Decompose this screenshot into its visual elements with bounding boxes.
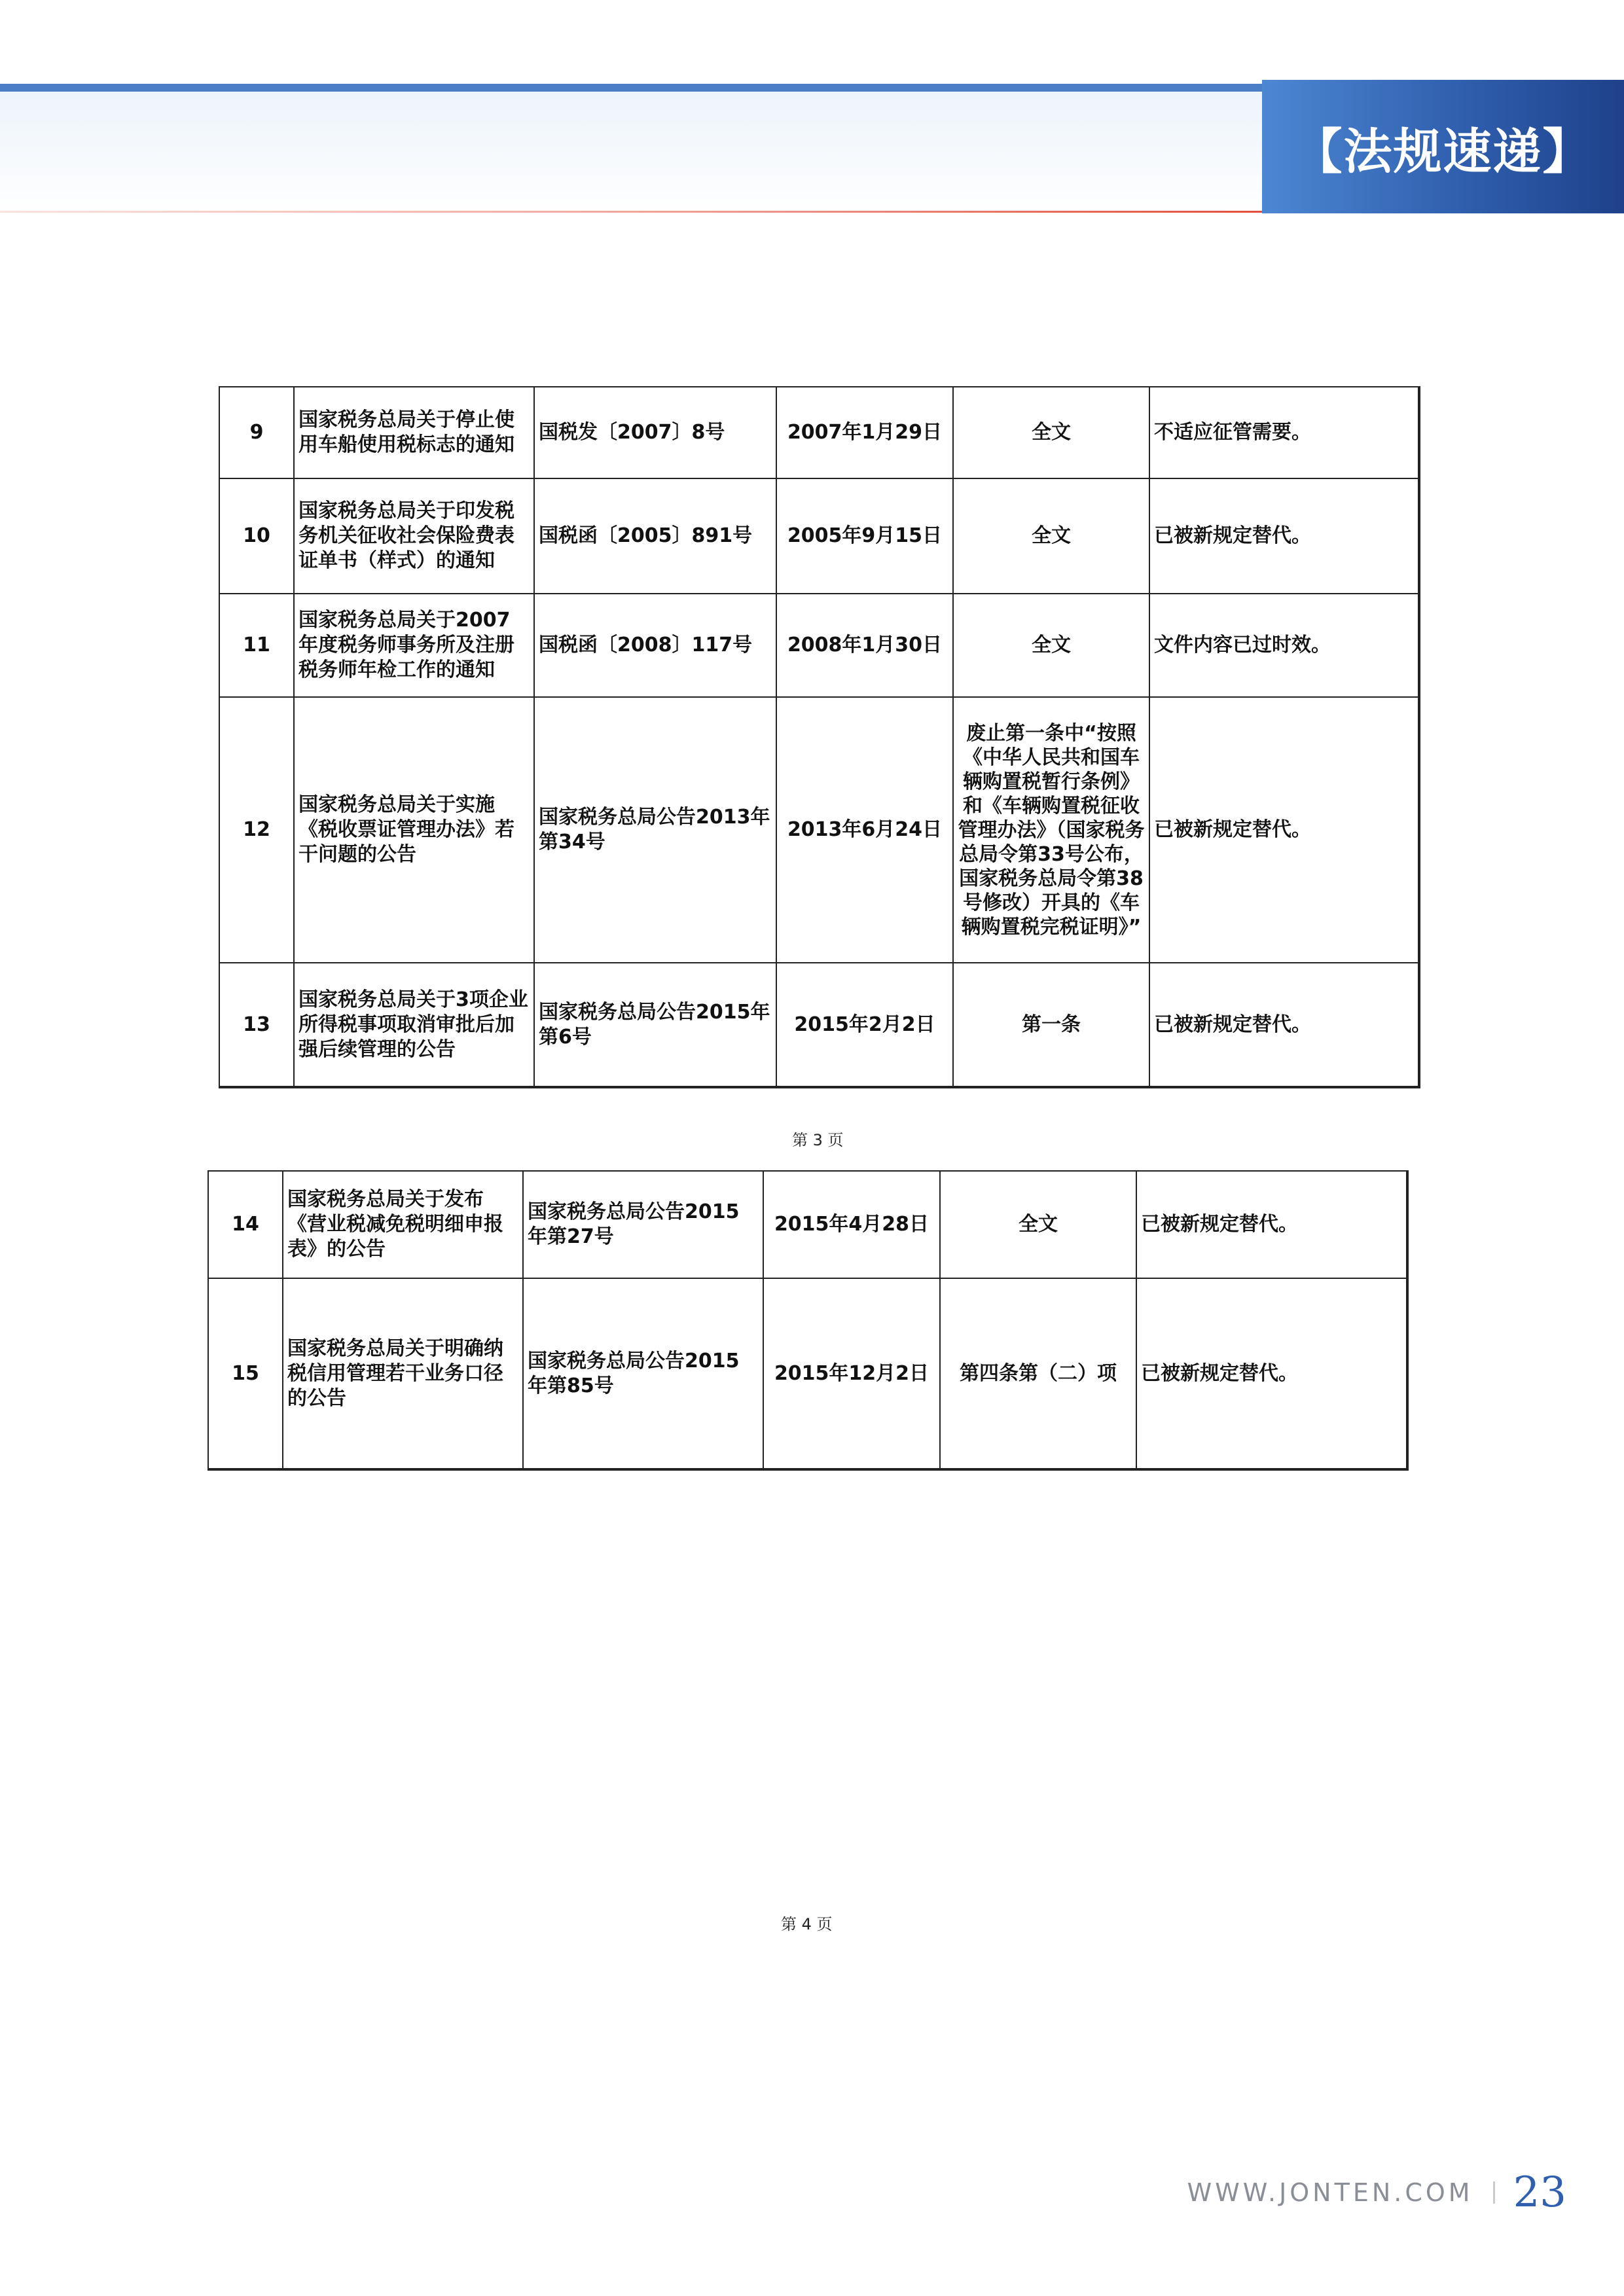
table-row: [208, 1171, 1407, 1278]
row-number: 11: [219, 594, 294, 697]
page-label-3: 第 3 页: [792, 1131, 844, 1149]
document-number: 国税发〔2007〕8号: [534, 387, 776, 478]
document-title: 国家税务总局关于印发税务机关征收社会保险费表证单书（样式）的通知: [294, 478, 534, 594]
issue-date: 2015年2月2日: [776, 963, 953, 1087]
page-number: 23: [1513, 2168, 1566, 2217]
abolished-regulations-table-page3: [219, 386, 1420, 1088]
row-number: 10: [219, 478, 294, 594]
row-number: 12: [219, 697, 294, 963]
row-number: 9: [219, 387, 294, 478]
issue-date: 2005年9月15日: [776, 478, 953, 594]
document-title: 国家税务总局关于3项企业所得税事项取消审批后加强后续管理的公告: [294, 963, 534, 1087]
abolish-reason: 已被新规定替代。: [1136, 1171, 1407, 1278]
document-title: 国家税务总局关于2007年度税务师事务所及注册税务师年检工作的通知: [294, 594, 534, 697]
abolish-reason: 不适应征管需要。: [1149, 387, 1419, 478]
header-accent-line: [0, 84, 1263, 92]
document-number: 国家税务总局公告2013年第34号: [534, 697, 776, 963]
row-number: 14: [208, 1171, 283, 1278]
abolished-regulations-table-page4: [208, 1170, 1409, 1471]
table-row: [208, 1278, 1407, 1469]
row-number: 15: [208, 1278, 283, 1469]
issue-date: 2015年12月2日: [763, 1278, 940, 1469]
abolish-reason: 已被新规定替代。: [1149, 697, 1419, 963]
table-row: [219, 594, 1419, 697]
issue-date: 2008年1月30日: [776, 594, 953, 697]
abolished-scope: 第四条第（二）项: [940, 1278, 1136, 1469]
header-band: [0, 92, 1263, 213]
abolish-reason: 文件内容已过时效。: [1149, 594, 1419, 697]
document-title: 国家税务总局关于停止使用车船使用税标志的通知: [294, 387, 534, 478]
table-row: [219, 963, 1419, 1087]
table-row: [219, 697, 1419, 963]
abolish-reason: 已被新规定替代。: [1149, 478, 1419, 594]
abolished-scope: 废止第一条中“按照《中华人民共和国车辆购置税暂行条例》和《车辆购置税征收管理办法》（国家税务总局令第33号公布，国家税务总局令第38号修改）开具的《车辆购置税完税证明》”: [953, 697, 1149, 963]
document-number: 国家税务总局公告2015年第6号: [534, 963, 776, 1087]
section-title: 【法规速递】: [1293, 124, 1593, 180]
section-title-box: [1262, 80, 1624, 213]
abolish-reason: 已被新规定替代。: [1149, 963, 1419, 1087]
abolished-scope: 全文: [953, 594, 1149, 697]
page-label-4: 第 4 页: [781, 1915, 833, 1933]
page-footer: [1187, 2168, 1566, 2217]
abolished-scope: 全文: [953, 387, 1149, 478]
website-url: WWW.JONTEN.COM: [1187, 2178, 1473, 2207]
issue-date: 2007年1月29日: [776, 387, 953, 478]
header-red-underline: [0, 211, 1263, 213]
document-number: 国家税务总局公告2015年第85号: [523, 1278, 763, 1469]
issue-date: 2013年6月24日: [776, 697, 953, 963]
table-row: [219, 387, 1419, 478]
document-title: 国家税务总局关于发布《营业税减免税明细申报表》的公告: [283, 1171, 523, 1278]
abolished-scope: 全文: [940, 1171, 1136, 1278]
document-number: 国家税务总局公告2015年第27号: [523, 1171, 763, 1278]
abolished-scope: 全文: [953, 478, 1149, 594]
document-title: 国家税务总局关于明确纳税信用管理若干业务口径的公告: [283, 1278, 523, 1469]
abolished-scope: 第一条: [953, 963, 1149, 1087]
document-number: 国税函〔2005〕891号: [534, 478, 776, 594]
row-number: 13: [219, 963, 294, 1087]
abolish-reason: 已被新规定替代。: [1136, 1278, 1407, 1469]
document-title: 国家税务总局关于实施《税收票证管理办法》若干问题的公告: [294, 697, 534, 963]
issue-date: 2015年4月28日: [763, 1171, 940, 1278]
document-number: 国税函〔2008〕117号: [534, 594, 776, 697]
table-row: [219, 478, 1419, 594]
footer-divider: [1493, 2181, 1495, 2204]
